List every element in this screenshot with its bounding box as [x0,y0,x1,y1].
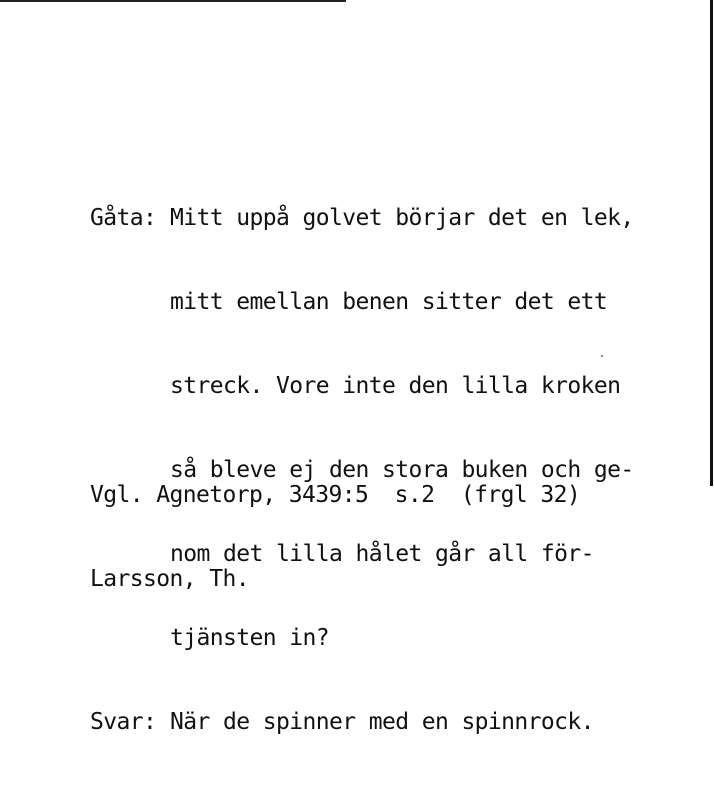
collector-name: Larsson, Th. [90,566,249,592]
question-row-2 [90,288,634,316]
answer-row [90,708,634,736]
question-line: nom det lilla hålet går all för- [170,541,594,567]
question-row-1 [90,204,634,232]
answer-label: Svar: [90,709,157,735]
question-line: så bleve ej den stora buken och ge- [170,457,634,483]
question-line: mitt emellan benen sitter det ett [170,289,608,315]
reference-block [90,425,580,649]
question-line: tjänsten in? [170,625,329,651]
question-label: Gåta: [90,205,157,231]
question-row-3 [90,372,634,400]
card-top-edge [0,0,346,2]
question-line: streck. Vore inte den lilla kroken [170,373,621,399]
card-right-edge [710,0,713,486]
source-reference: Vgl. Agnetorp, 3439:5 s.2 (frgl 32) [90,482,581,508]
question-line: Mitt uppå golvet börjar det en lek, [170,205,634,231]
answer-text: När de spinner med en spinnrock. [170,709,594,735]
